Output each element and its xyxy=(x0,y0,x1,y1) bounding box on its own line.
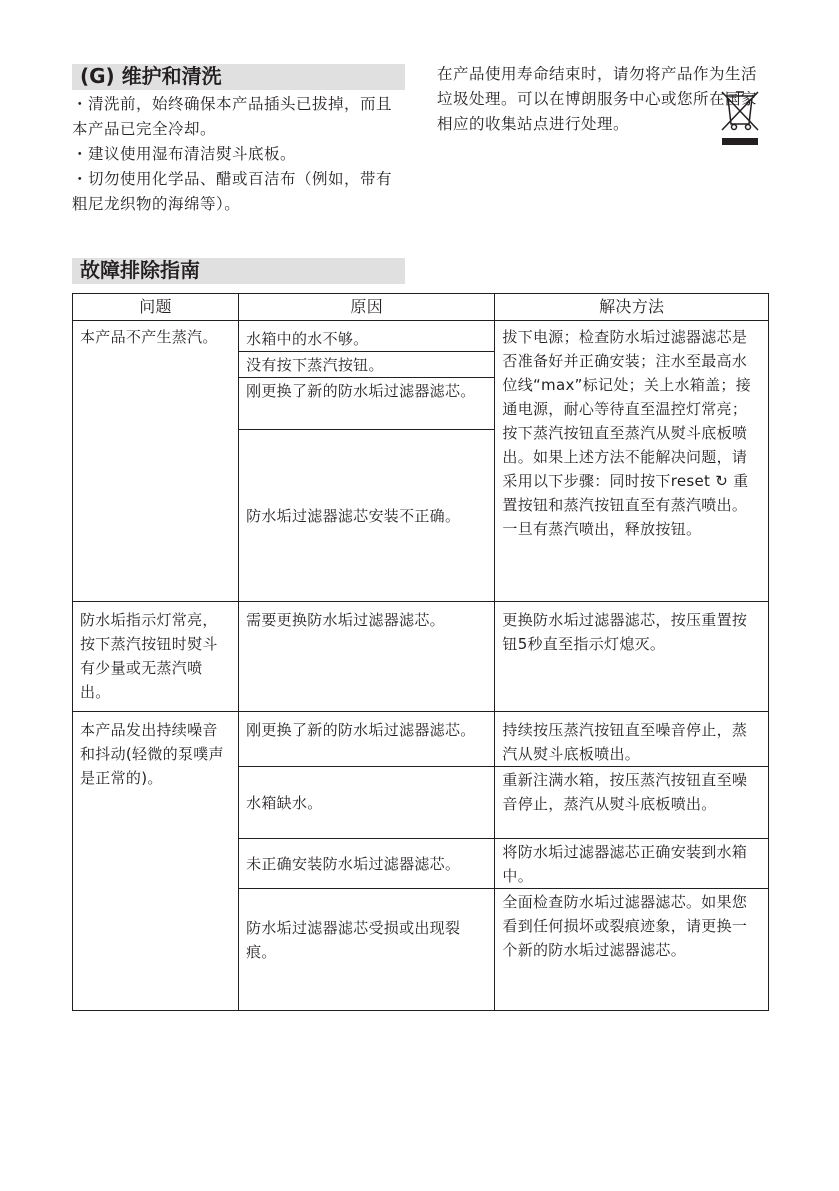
cause-cell: 刚更换了新的防水垢过滤器滤芯。 xyxy=(239,712,495,767)
cause-cell: 防水垢过滤器滤芯受损或出现裂痕。 xyxy=(239,889,495,1011)
table-row xyxy=(73,712,769,767)
solution-cell: 将防水垢过滤器滤芯正确安装到水箱中。 xyxy=(495,839,769,889)
column-header-cause: 原因 xyxy=(239,294,495,321)
column-header-problem: 问题 xyxy=(73,294,239,321)
maintenance-item: ・切勿使用化学品、醋或百洁布（例如，带有粗尼龙织物的海绵等）。 xyxy=(72,170,393,213)
cause-cell: 水箱中的水不够。 xyxy=(239,321,495,352)
troubleshooting-heading: 故障排除指南 xyxy=(72,258,405,284)
solution-cell: 重新注满水箱，按压蒸汽按钮直至噪音停止，蒸汽从熨斗底板喷出。 xyxy=(495,767,769,839)
solution-cell: 全面检查防水垢过滤器滤芯。如果您看到任何损坏或裂痕迹象，请更换一个新的防水垢过滤器滤芯。 xyxy=(495,889,769,1011)
table-row xyxy=(73,602,769,712)
crossed-out-wheelie-bin-icon xyxy=(718,88,762,148)
troubleshooting-table xyxy=(72,293,769,1011)
column-header-solution: 解决方法 xyxy=(495,294,769,321)
maintenance-heading: (G) 维护和清洗 xyxy=(72,64,405,90)
problem-cell: 本产品不产生蒸汽。 xyxy=(73,321,239,602)
cause-cell: 未正确安装防水垢过滤器滤芯。 xyxy=(239,839,495,889)
cause-cell: 刚更换了新的防水垢过滤器滤芯。 xyxy=(239,378,495,430)
solution-cell: 拔下电源；检查防水垢过滤器滤芯是否准备好并正确安装；注水至最高水位线“max”标记处；关上水箱盖；接通电源，耐心等待直至温控灯常亮；按下蒸汽按钮直至蒸汽从熨斗底板喷出。如果上述方法不能解决问题，请采用以下步骤：同时按下reset ↻ 重置按钮和蒸汽按钮直至有蒸汽喷出。一旦有蒸汽喷出，释放按钮。 xyxy=(495,321,769,602)
cause-cell: 防水垢过滤器滤芯安装不正确。 xyxy=(239,430,495,602)
cause-cell: 没有按下蒸汽按钮。 xyxy=(239,352,495,378)
problem-cell: 防水垢指示灯常亮，按下蒸汽按钮时熨斗有少量或无蒸汽喷出。 xyxy=(73,602,239,712)
maintenance-list xyxy=(72,92,402,217)
cause-cell: 水箱缺水。 xyxy=(239,767,495,839)
table-header-row xyxy=(73,294,769,321)
problem-cell: 本产品发出持续噪音和抖动(轻微的泵噗声是正常的)。 xyxy=(73,712,239,1011)
cause-cell: 需要更换防水垢过滤器滤芯。 xyxy=(239,602,495,712)
solution-cell: 更换防水垢过滤器滤芯，按压重置按钮5秒直至指示灯熄灭。 xyxy=(495,602,769,712)
table-row xyxy=(73,321,769,352)
solution-cell: 持续按压蒸汽按钮直至噪音停止，蒸汽从熨斗底板喷出。 xyxy=(495,712,769,767)
disposal-text: 在产品使用寿命结束时，请勿将产品作为生活垃圾处理。可以在博朗服务中心或您所在国家相应的收集站点进行处理。 xyxy=(437,65,758,133)
maintenance-item: ・清洗前，始终确保本产品插头已拔掉，而且本产品已完全冷却。 xyxy=(72,95,393,138)
maintenance-item: ・建议使用湿布清洁熨斗底板。 xyxy=(72,145,297,163)
